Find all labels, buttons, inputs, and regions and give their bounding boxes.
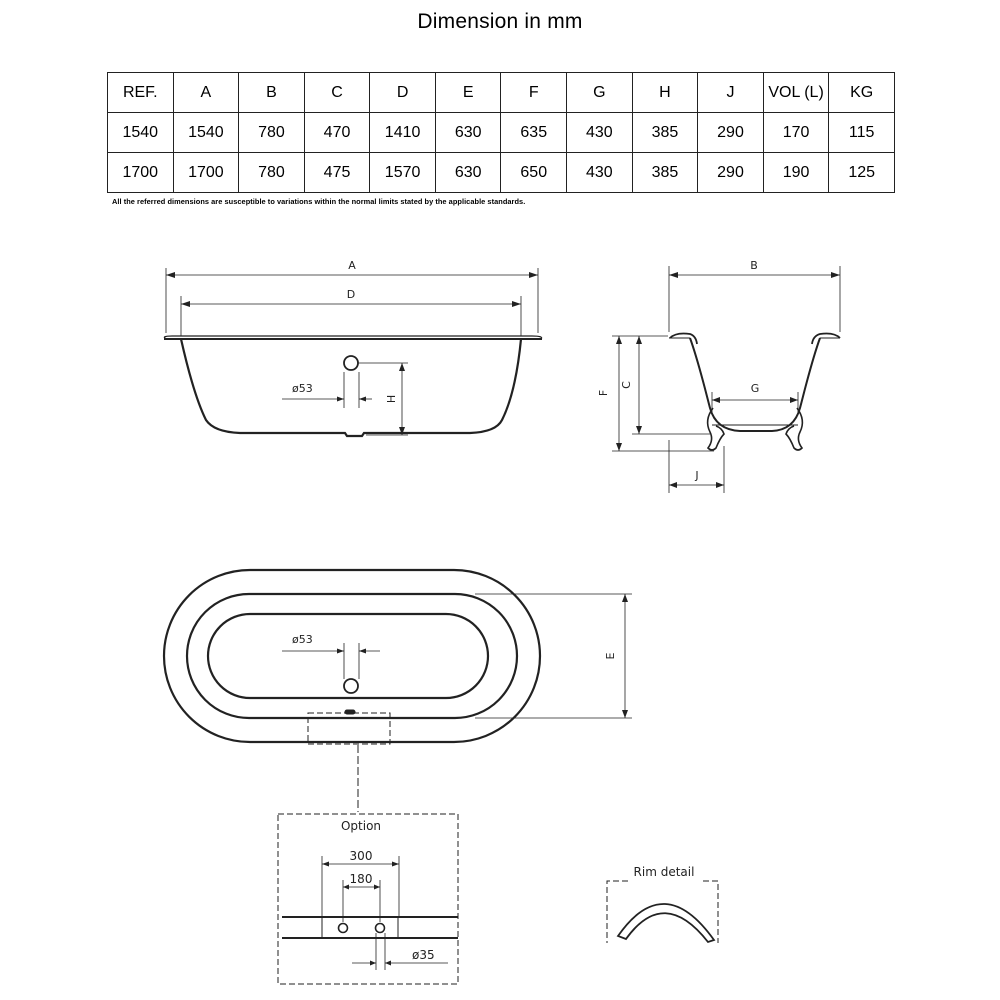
table-cell: 1700 bbox=[173, 153, 239, 193]
col-header-ref: REF. bbox=[108, 73, 174, 113]
option-diameter-label: ø35 bbox=[412, 948, 435, 962]
table-cell: 650 bbox=[501, 153, 567, 193]
tap-hole-left bbox=[339, 924, 348, 933]
page-title: Dimension in mm bbox=[417, 10, 583, 33]
top-view-outer-rim bbox=[164, 570, 540, 742]
dim-label-b: B bbox=[750, 259, 758, 272]
dim-label-f: F bbox=[597, 389, 610, 397]
option-180-label: 180 bbox=[349, 872, 373, 886]
col-header-b: B bbox=[239, 73, 305, 113]
overflow-circle-top bbox=[344, 679, 358, 693]
option-title: Option bbox=[340, 819, 382, 833]
table-cell: 115 bbox=[829, 113, 895, 153]
waste-diameter-side-label: ø53 bbox=[292, 382, 313, 395]
dim-label-d: D bbox=[346, 288, 356, 301]
dim-label-g: G bbox=[750, 382, 760, 395]
col-header-j: J bbox=[698, 73, 764, 113]
col-header-d: D bbox=[370, 73, 436, 113]
table-cell: 190 bbox=[763, 153, 829, 193]
option-detail bbox=[278, 814, 458, 984]
end-view-rim bbox=[670, 334, 840, 345]
col-header-vol: VOL (L) bbox=[763, 73, 829, 113]
table-cell: 290 bbox=[698, 113, 764, 153]
rim-detail bbox=[607, 865, 718, 943]
table-cell: 430 bbox=[567, 113, 633, 153]
col-header-e: E bbox=[435, 73, 501, 113]
top-view-basin bbox=[208, 614, 488, 698]
dim-label-e: E bbox=[604, 652, 617, 660]
side-view-body bbox=[181, 339, 521, 436]
col-header-c: C bbox=[304, 73, 370, 113]
table-cell: 125 bbox=[829, 153, 895, 193]
table-cell: 385 bbox=[632, 153, 698, 193]
col-header-a: A bbox=[173, 73, 239, 113]
col-header-f: F bbox=[501, 73, 567, 113]
table-cell: 475 bbox=[304, 153, 370, 193]
dim-label-h: H bbox=[385, 394, 398, 404]
left-foot bbox=[708, 408, 724, 450]
table-cell: 170 bbox=[763, 113, 829, 153]
table-cell: 430 bbox=[567, 153, 633, 193]
rim-detail-title: Rim detail bbox=[633, 865, 695, 879]
table-cell: 1570 bbox=[370, 153, 436, 193]
table-cell: 1410 bbox=[370, 113, 436, 153]
table-cell: 1540 bbox=[173, 113, 239, 153]
table-cell: 470 bbox=[304, 113, 370, 153]
top-view bbox=[164, 570, 632, 812]
option-300-label: 300 bbox=[349, 849, 373, 863]
table-cell: 385 bbox=[632, 113, 698, 153]
rim-profile bbox=[618, 904, 714, 942]
end-view bbox=[597, 259, 840, 493]
dim-label-j: J bbox=[695, 469, 699, 482]
dim-label-c: C bbox=[620, 381, 633, 389]
col-header-kg: KG bbox=[829, 73, 895, 113]
col-header-g: G bbox=[567, 73, 633, 113]
right-foot bbox=[786, 408, 802, 450]
table-cell: 635 bbox=[501, 113, 567, 153]
table-cell: 630 bbox=[435, 113, 501, 153]
top-view-inner-rim bbox=[187, 594, 517, 718]
table-cell: 630 bbox=[435, 153, 501, 193]
table-cell: 1540 bbox=[108, 113, 174, 153]
waste-diameter-top-label: ø53 bbox=[292, 633, 313, 646]
table-cell: 1700 bbox=[108, 153, 174, 193]
table-cell: 780 bbox=[239, 153, 305, 193]
table-cell: 290 bbox=[698, 153, 764, 193]
col-header-h: H bbox=[632, 73, 698, 113]
table-cell: 780 bbox=[239, 113, 305, 153]
overflow-circle bbox=[344, 356, 358, 370]
standards-note: All the referred dimensions are susceptible to variations within the normal limits stated by the applicable standards. bbox=[112, 197, 526, 206]
tap-hole-right bbox=[376, 924, 385, 933]
dim-label-a: A bbox=[348, 259, 356, 272]
side-view bbox=[164, 259, 542, 436]
